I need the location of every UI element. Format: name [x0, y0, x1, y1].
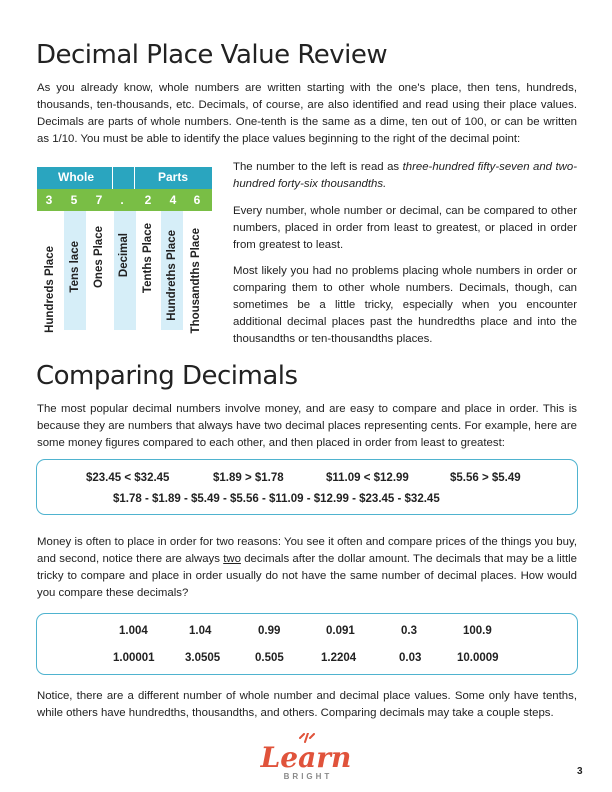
intro-paragraph: As you already know, whole numbers are written starting with the one's place, then tens, hundreds, thousands, ten-thousands, etc. Decimals, of course, are also identified and read using their place values. Decimals are parts of whole numbers. One-tenth is the same as a dime, ten out of 100, or can be written as 1/10. You must be able to identify the place values beginning to the right of the decimal point: — [37, 82, 577, 145]
header-divider — [112, 167, 113, 189]
money-comparison: $5.56 > $5.49 — [450, 472, 521, 484]
column-label: Hundreds Place — [44, 246, 56, 333]
column-label: Tens lace — [69, 241, 81, 293]
money-comparison: $1.89 > $1.78 — [213, 472, 284, 484]
section-title-place-value: Decimal Place Value Review — [36, 40, 388, 70]
decimal-value: 10.0009 — [457, 652, 499, 664]
digit: 4 — [169, 193, 177, 207]
money-reasons-paragraph: Money is often to place in order for two reasons: You see it often and compare prices of the things you buy, and second, notice there are always two decimals after the dollar amount. The decimals that may be a little tricky to compare and place in order usually do not have the same number of decimal places. How would you compare these decimals? — [37, 536, 577, 599]
digit: 3 — [45, 193, 53, 207]
digit-row — [37, 189, 212, 211]
money-comparison: $23.45 < $32.45 — [86, 472, 170, 484]
decimal-value: 1.2204 — [321, 652, 357, 664]
table-header — [37, 167, 212, 189]
money-comparison: $11.09 < $12.99 — [326, 472, 409, 484]
decimal-value: 0.99 — [258, 625, 281, 637]
decimal-value: 0.091 — [326, 625, 355, 637]
digit: 7 — [95, 193, 103, 207]
learn-bright-logo — [256, 733, 356, 783]
digit: . — [120, 193, 124, 207]
decimals-box — [36, 613, 578, 675]
digit: 5 — [70, 193, 78, 207]
money-order: $1.78 - $1.89 - $5.49 - $5.56 - $11.09 - $12.99 - $23.45 - $32.45 — [113, 493, 440, 505]
decimal-value: 1.004 — [119, 625, 148, 637]
decimal-value: 0.505 — [255, 652, 284, 664]
page-number: 3 — [577, 766, 583, 777]
money-intro-paragraph: The most popular decimal numbers involve money, and are easy to compare and place in order. This is because they are numbers that always have two decimal places representing cents. For example, here are some money figures compared to each other, and then placed in order from least to greatest: — [37, 403, 577, 449]
decimal-value: 0.03 — [399, 652, 422, 664]
column-label: Decimal — [118, 232, 130, 277]
money-example-box — [36, 459, 578, 515]
column-label: Ones Place — [93, 225, 105, 288]
decimal-value: 1.04 — [189, 625, 212, 637]
digit: 2 — [144, 193, 152, 207]
decimal-value: 100.9 — [463, 625, 492, 637]
read-as-paragraph: The number to the left is read as three-hundred fifty-seven and two-hundred forty-six thousandths. — [233, 161, 577, 190]
header-parts: Parts — [158, 170, 189, 184]
column-label: Hundreths Place — [166, 230, 178, 321]
decimal-value: 1.00001 — [113, 652, 155, 664]
logo-word: Learn — [260, 741, 352, 774]
header-whole: Whole — [58, 170, 94, 184]
header-divider — [134, 167, 135, 189]
digit: 6 — [193, 193, 201, 207]
column-label: Tenths Place — [142, 222, 154, 293]
compare-paragraph: Every number, whole number or decimal, can be compared to other numbers, placed in order from least to greatest, or placed in order from greatest to least. — [233, 205, 577, 251]
section-title-comparing: Comparing Decimals — [36, 361, 298, 391]
decimal-value: 3.0505 — [185, 652, 221, 664]
column-label: Thousandths Place — [190, 227, 202, 333]
closing-paragraph: Notice, there are a different number of whole number and decimal place values. Some only have tenths, while others have hundredths, thousandths, and others. Comparing decimals may take a couple steps. — [37, 690, 577, 719]
tricky-paragraph: Most likely you had no problems placing whole numbers in order or comparing them to other whole numbers. Decimals, though, can sometimes be a little tricky, especially when you encounter additional decimal places past the hundredths place and into the thousandths or ten-thousandths places. — [233, 265, 577, 345]
logo-sub: BRIGHT — [283, 772, 333, 781]
decimal-value: 0.3 — [401, 625, 417, 637]
logo-graphic — [256, 733, 356, 783]
